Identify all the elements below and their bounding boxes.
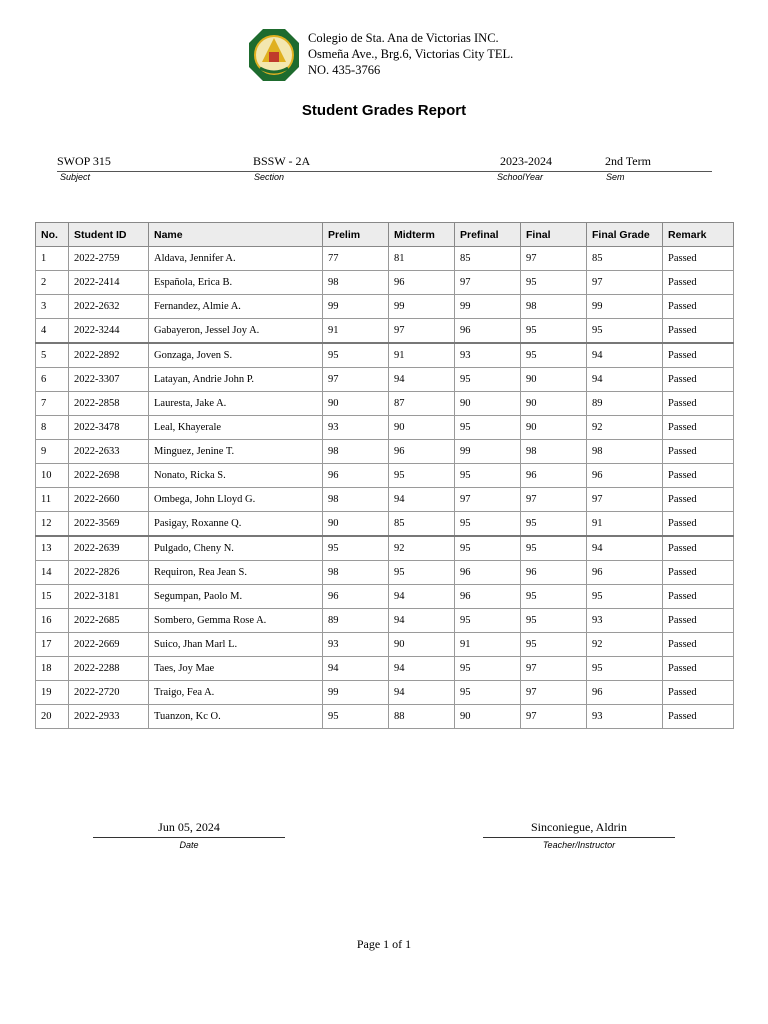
cell-remark: Passed	[663, 295, 734, 319]
cell-name: Aldava, Jennifer A.	[149, 247, 323, 271]
cell-student-id: 2022-3181	[69, 585, 149, 609]
cell-remark: Passed	[663, 561, 734, 585]
report-title: Student Grades Report	[301, 102, 467, 119]
cell-prelim: 99	[323, 295, 389, 319]
cell-prelim: 94	[323, 657, 389, 681]
cell-final: 90	[521, 368, 587, 392]
cell-no: 2	[36, 271, 69, 295]
cell-name: Lauresta, Jake A.	[149, 392, 323, 416]
cell-remark: Passed	[663, 368, 734, 392]
cell-remark: Passed	[663, 585, 734, 609]
cell-remark: Passed	[663, 392, 734, 416]
cell-final: 95	[521, 585, 587, 609]
cell-remark: Passed	[663, 247, 734, 271]
cell-final-grade: 97	[587, 488, 663, 512]
cell-midterm: 95	[389, 561, 455, 585]
cell-remark: Passed	[663, 633, 734, 657]
cell-prelim: 95	[323, 536, 389, 561]
table-row	[36, 343, 734, 368]
cell-remark: Passed	[663, 705, 734, 729]
cell-name: Latayan, Andrie John P.	[149, 368, 323, 392]
cell-remark: Passed	[663, 488, 734, 512]
cell-student-id: 2022-2632	[69, 295, 149, 319]
cell-no: 18	[36, 657, 69, 681]
cell-midterm: 97	[389, 319, 455, 344]
col-header-remark: Remark	[663, 223, 734, 247]
cell-student-id: 2022-2826	[69, 561, 149, 585]
cell-final: 95	[521, 319, 587, 344]
table-row	[36, 633, 734, 657]
cell-prefinal: 99	[455, 440, 521, 464]
cell-prefinal: 96	[455, 319, 521, 344]
table-row	[36, 416, 734, 440]
cell-final-grade: 93	[587, 609, 663, 633]
table-row	[36, 295, 734, 319]
cell-final-grade: 91	[587, 512, 663, 537]
cell-remark: Passed	[663, 319, 734, 344]
cell-student-id: 2022-3307	[69, 368, 149, 392]
cell-student-id: 2022-2660	[69, 488, 149, 512]
cell-prefinal: 90	[455, 392, 521, 416]
cell-name: Traigo, Fea A.	[149, 681, 323, 705]
cell-no: 17	[36, 633, 69, 657]
cell-final: 97	[521, 247, 587, 271]
cell-student-id: 2022-3569	[69, 512, 149, 537]
table-row	[36, 705, 734, 729]
cell-final-grade: 92	[587, 416, 663, 440]
cell-final: 96	[521, 561, 587, 585]
cell-remark: Passed	[663, 609, 734, 633]
cell-final-grade: 95	[587, 319, 663, 344]
subject-value: SWOP 315	[57, 154, 111, 168]
cell-prelim: 96	[323, 464, 389, 488]
cell-prefinal: 90	[455, 705, 521, 729]
school-phone: NO. 435-3766	[308, 63, 381, 77]
cell-midterm: 90	[389, 416, 455, 440]
cell-final: 97	[521, 488, 587, 512]
cell-final: 96	[521, 464, 587, 488]
cell-midterm: 99	[389, 295, 455, 319]
table-row	[36, 536, 734, 561]
cell-remark: Passed	[663, 440, 734, 464]
table-header-row	[36, 223, 734, 247]
cell-final: 90	[521, 416, 587, 440]
cell-midterm: 96	[389, 440, 455, 464]
cell-prefinal: 95	[455, 536, 521, 561]
cell-student-id: 2022-2759	[69, 247, 149, 271]
cell-prefinal: 97	[455, 271, 521, 295]
cell-name: Leal, Khayerale	[149, 416, 323, 440]
col-header-final: Final	[521, 223, 587, 247]
teacher-signature-block	[483, 820, 675, 850]
col-header-final-grade: Final Grade	[587, 223, 663, 247]
cell-student-id: 2022-2633	[69, 440, 149, 464]
cell-name: Tuanzon, Kc O.	[149, 705, 323, 729]
cell-remark: Passed	[663, 536, 734, 561]
cell-final: 95	[521, 633, 587, 657]
cell-remark: Passed	[663, 464, 734, 488]
cell-student-id: 2022-2720	[69, 681, 149, 705]
cell-remark: Passed	[663, 343, 734, 368]
section-value: BSSW - 2A	[253, 154, 311, 168]
cell-prelim: 95	[323, 705, 389, 729]
cell-midterm: 90	[389, 633, 455, 657]
cell-no: 1	[36, 247, 69, 271]
cell-no: 10	[36, 464, 69, 488]
sem-value: 2nd Term	[605, 154, 651, 168]
page-number: Page 1 of 1	[356, 937, 412, 951]
col-header-no: No.	[36, 223, 69, 247]
cell-student-id: 2022-2892	[69, 343, 149, 368]
cell-prefinal: 95	[455, 416, 521, 440]
table-row	[36, 657, 734, 681]
date-label: Date	[179, 840, 199, 850]
cell-remark: Passed	[663, 681, 734, 705]
table-row	[36, 319, 734, 344]
course-info-row	[57, 154, 712, 186]
cell-student-id: 2022-2858	[69, 392, 149, 416]
table-row	[36, 488, 734, 512]
table-row	[36, 247, 734, 271]
table-row	[36, 585, 734, 609]
cell-no: 11	[36, 488, 69, 512]
cell-prelim: 96	[323, 585, 389, 609]
cell-no: 8	[36, 416, 69, 440]
cell-prefinal: 95	[455, 512, 521, 537]
cell-prefinal: 85	[455, 247, 521, 271]
cell-midterm: 94	[389, 657, 455, 681]
cell-final: 97	[521, 657, 587, 681]
cell-name: Segumpan, Paolo M.	[149, 585, 323, 609]
cell-name: Pulgado, Cheny N.	[149, 536, 323, 561]
cell-final-grade: 93	[587, 705, 663, 729]
cell-prelim: 98	[323, 561, 389, 585]
cell-prefinal: 96	[455, 585, 521, 609]
cell-final: 95	[521, 512, 587, 537]
school-seal-logo	[248, 28, 300, 82]
date-signature-block	[93, 820, 285, 850]
cell-student-id: 2022-2414	[69, 271, 149, 295]
cell-midterm: 85	[389, 512, 455, 537]
cell-final-grade: 98	[587, 440, 663, 464]
cell-midterm: 92	[389, 536, 455, 561]
cell-name: Minguez, Jenine T.	[149, 440, 323, 464]
cell-no: 12	[36, 512, 69, 537]
cell-name: Suico, Jhan Marl L.	[149, 633, 323, 657]
cell-name: Gonzaga, Joven S.	[149, 343, 323, 368]
cell-midterm: 81	[389, 247, 455, 271]
cell-student-id: 2022-2669	[69, 633, 149, 657]
cell-prefinal: 95	[455, 464, 521, 488]
cell-student-id: 2022-2288	[69, 657, 149, 681]
table-row	[36, 609, 734, 633]
cell-final-grade: 95	[587, 657, 663, 681]
cell-prelim: 97	[323, 368, 389, 392]
table-row	[36, 512, 734, 537]
cell-final: 90	[521, 392, 587, 416]
cell-no: 3	[36, 295, 69, 319]
cell-midterm: 95	[389, 464, 455, 488]
cell-final: 95	[521, 271, 587, 295]
grades-table	[35, 222, 734, 729]
cell-final-grade: 92	[587, 633, 663, 657]
col-header-midterm: Midterm	[389, 223, 455, 247]
subject-label: Subject	[60, 172, 91, 182]
cell-final: 95	[521, 609, 587, 633]
table-row	[36, 681, 734, 705]
table-row	[36, 271, 734, 295]
report-date: Jun 05, 2024	[158, 820, 220, 834]
cell-no: 16	[36, 609, 69, 633]
cell-prefinal: 91	[455, 633, 521, 657]
cell-final-grade: 95	[587, 585, 663, 609]
table-row	[36, 561, 734, 585]
cell-prefinal: 95	[455, 609, 521, 633]
cell-name: Ombega, John Lloyd G.	[149, 488, 323, 512]
cell-prelim: 95	[323, 343, 389, 368]
cell-final-grade: 94	[587, 368, 663, 392]
cell-prefinal: 96	[455, 561, 521, 585]
cell-prelim: 98	[323, 440, 389, 464]
cell-final-grade: 99	[587, 295, 663, 319]
cell-prelim: 90	[323, 512, 389, 537]
cell-final: 95	[521, 536, 587, 561]
cell-final: 95	[521, 343, 587, 368]
cell-prelim: 99	[323, 681, 389, 705]
cell-no: 9	[36, 440, 69, 464]
cell-prelim: 89	[323, 609, 389, 633]
cell-prelim: 90	[323, 392, 389, 416]
table-row	[36, 440, 734, 464]
cell-remark: Passed	[663, 271, 734, 295]
school-year-value: 2023-2024	[500, 154, 552, 168]
table-row	[36, 392, 734, 416]
cell-prelim: 77	[323, 247, 389, 271]
cell-no: 7	[36, 392, 69, 416]
cell-name: Pasigay, Roxanne Q.	[149, 512, 323, 537]
grades-table-body	[36, 247, 734, 729]
cell-student-id: 2022-2685	[69, 609, 149, 633]
cell-student-id: 2022-2933	[69, 705, 149, 729]
cell-prefinal: 99	[455, 295, 521, 319]
cell-prelim: 98	[323, 271, 389, 295]
school-year-label: SchoolYear	[497, 172, 544, 182]
cell-final: 98	[521, 440, 587, 464]
cell-no: 6	[36, 368, 69, 392]
cell-final-grade: 96	[587, 464, 663, 488]
cell-final: 97	[521, 705, 587, 729]
school-name: Colegio de Sta. Ana de Victorias INC.	[308, 31, 499, 45]
cell-final-grade: 96	[587, 561, 663, 585]
cell-prelim: 93	[323, 416, 389, 440]
cell-prefinal: 93	[455, 343, 521, 368]
cell-prefinal: 95	[455, 368, 521, 392]
cell-prefinal: 95	[455, 657, 521, 681]
col-header-prelim: Prelim	[323, 223, 389, 247]
col-header-name: Name	[149, 223, 323, 247]
cell-midterm: 94	[389, 368, 455, 392]
cell-no: 19	[36, 681, 69, 705]
cell-prelim: 91	[323, 319, 389, 344]
cell-name: Fernandez, Almie A.	[149, 295, 323, 319]
teacher-signature-line	[483, 837, 675, 838]
cell-final-grade: 94	[587, 536, 663, 561]
cell-midterm: 94	[389, 609, 455, 633]
cell-midterm: 91	[389, 343, 455, 368]
teacher-name: Sinconiegue, Aldrin	[531, 820, 627, 834]
school-address: Osmeña Ave., Brg.6, Victorias City TEL.	[308, 47, 514, 61]
section-label: Section	[254, 172, 285, 182]
col-header-prefinal: Prefinal	[455, 223, 521, 247]
cell-name: Sombero, Gemma Rose A.	[149, 609, 323, 633]
table-row	[36, 368, 734, 392]
cell-no: 20	[36, 705, 69, 729]
cell-midterm: 94	[389, 681, 455, 705]
table-row	[36, 464, 734, 488]
school-header	[248, 28, 578, 84]
cell-student-id: 2022-3478	[69, 416, 149, 440]
cell-no: 5	[36, 343, 69, 368]
cell-final-grade: 85	[587, 247, 663, 271]
cell-final: 98	[521, 295, 587, 319]
col-header-student-id: Student ID	[69, 223, 149, 247]
cell-remark: Passed	[663, 416, 734, 440]
cell-name: Taes, Joy Mae	[149, 657, 323, 681]
sem-label: Sem	[606, 172, 625, 182]
cell-prefinal: 97	[455, 488, 521, 512]
cell-student-id: 2022-2698	[69, 464, 149, 488]
cell-final-grade: 96	[587, 681, 663, 705]
cell-prelim: 98	[323, 488, 389, 512]
cell-student-id: 2022-2639	[69, 536, 149, 561]
cell-no: 4	[36, 319, 69, 344]
date-signature-line	[93, 837, 285, 838]
cell-midterm: 94	[389, 585, 455, 609]
cell-name: Española, Erica B.	[149, 271, 323, 295]
cell-name: Requiron, Rea Jean S.	[149, 561, 323, 585]
cell-prefinal: 95	[455, 681, 521, 705]
cell-final-grade: 89	[587, 392, 663, 416]
cell-midterm: 94	[389, 488, 455, 512]
cell-final: 97	[521, 681, 587, 705]
cell-midterm: 87	[389, 392, 455, 416]
cell-no: 14	[36, 561, 69, 585]
teacher-label: Teacher/Instructor	[542, 840, 616, 850]
cell-student-id: 2022-3244	[69, 319, 149, 344]
cell-final-grade: 97	[587, 271, 663, 295]
cell-final-grade: 94	[587, 343, 663, 368]
cell-midterm: 96	[389, 271, 455, 295]
cell-prelim: 93	[323, 633, 389, 657]
cell-no: 13	[36, 536, 69, 561]
school-address-block	[308, 30, 513, 78]
cell-midterm: 88	[389, 705, 455, 729]
cell-name: Gabayeron, Jessel Joy A.	[149, 319, 323, 344]
cell-remark: Passed	[663, 512, 734, 537]
cell-no: 15	[36, 585, 69, 609]
cell-remark: Passed	[663, 657, 734, 681]
cell-name: Nonato, Ricka S.	[149, 464, 323, 488]
